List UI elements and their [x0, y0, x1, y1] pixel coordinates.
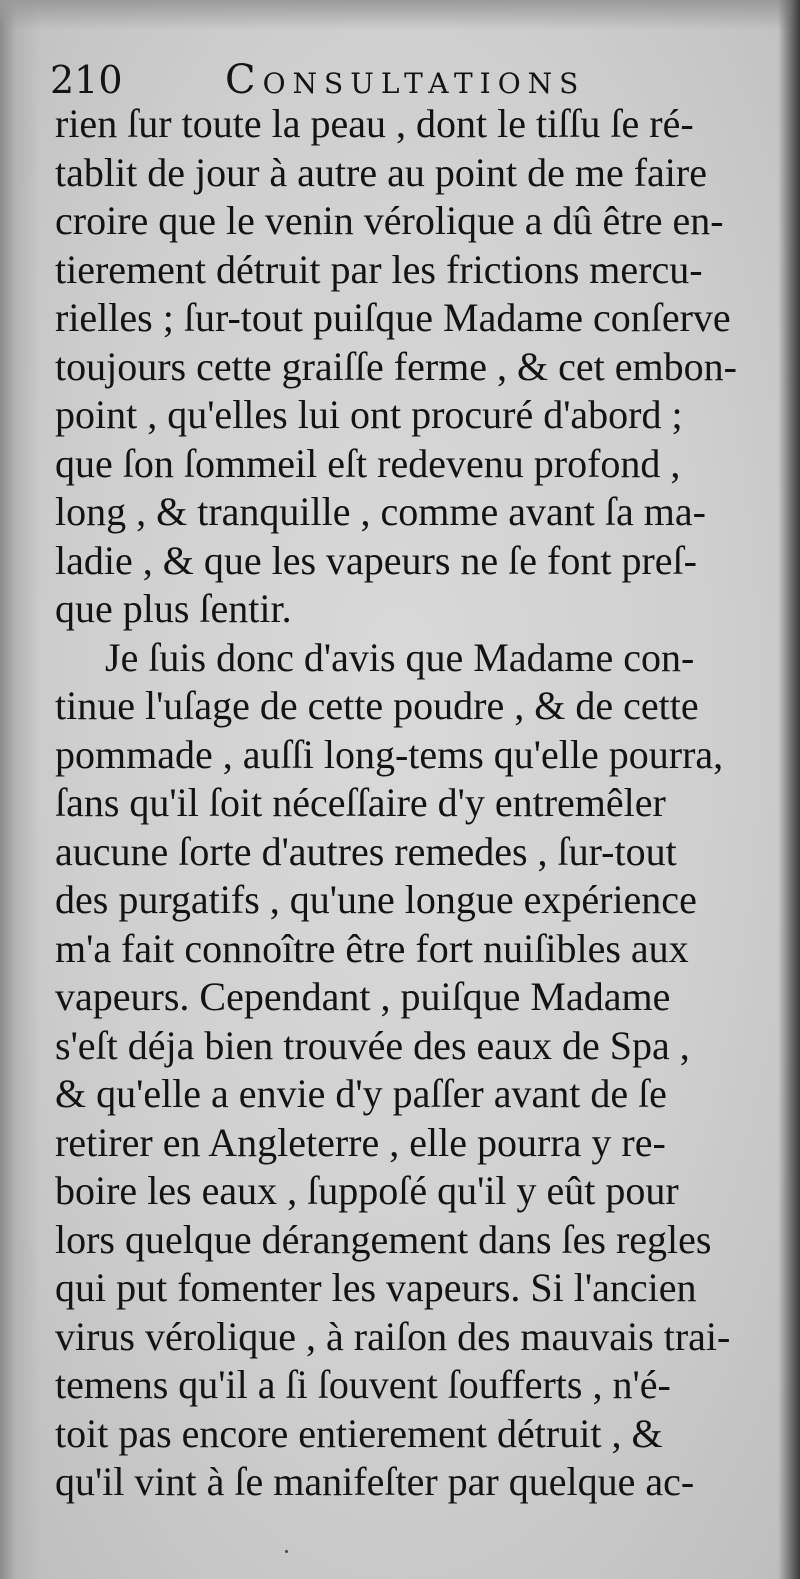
text-line: rien ſur toute la peau , dont le tiſſu ſe ré-	[55, 101, 694, 146]
text-line: s'eſt déja bien trouvée des eaux de Spa ,	[55, 1022, 690, 1068]
text-line: ſans qu'il ſoit néceſſaire d'y entremêler	[55, 780, 666, 825]
text-line: tablit de jour à autre au point de me faire	[55, 149, 707, 195]
text-line: tinue l'uſage de cette poudre , & de cette	[55, 683, 699, 728]
text-line: virus vérolique , à raiſon des mauvais trai-	[55, 1313, 731, 1359]
text-line: boire les eaux , ſuppoſé qu'il y eût pour	[55, 1168, 679, 1213]
text-line: lors quelque dérangement dans ſes regles	[55, 1216, 712, 1262]
text-line: que ſon ſommeil eſt redevenu profond ,	[55, 440, 681, 486]
text-line: qui put fomenter les vapeurs. Si l'ancien	[55, 1265, 697, 1310]
text-line: m'a fait connoître être fort nuiſibles aux	[55, 925, 689, 971]
text-line: aucune ſorte d'autres remedes , ſur-tout	[55, 828, 677, 874]
text-line: point , qu'elles lui ont procuré d'abord ;	[55, 392, 683, 437]
page-footer	[285, 1550, 295, 1560]
page-edge-shadow	[778, 0, 800, 1579]
text-line: tierement détruit par les frictions mercu-	[55, 246, 703, 292]
body-text	[55, 100, 775, 1507]
running-title: Consultations	[225, 57, 586, 103]
text-line: des purgatifs , qu'une longue expérience	[55, 877, 697, 922]
page-number: 210	[50, 58, 123, 102]
text-line: que plus ſentir.	[55, 586, 292, 631]
text-line: & qu'elle a envie d'y paſſer avant de ſe	[55, 1071, 667, 1116]
text-line: temens qu'il a ſi ſouvent ſoufferts , n'é-	[55, 1362, 671, 1407]
text-line: toujours cette graiſſe ferme , & cet embon-	[55, 343, 737, 389]
page-top-shadow	[0, 0, 800, 30]
text-line: toit pas encore entierement détruit , &	[55, 1410, 663, 1456]
text-line: ladie , & que les vapeurs ne ſe font preſ-	[55, 537, 697, 583]
text-line: qu'il vint à ſe manifeſter par quelque ac-	[55, 1459, 695, 1504]
text-line: vapeurs. Cependant , puiſque Madame	[55, 974, 671, 1019]
paragraph-first-line: Je ſuis donc d'avis que Madame con-	[105, 634, 695, 680]
text-line: retirer en Angleterre , elle pourra y re-	[55, 1119, 666, 1165]
ink-speck	[285, 1550, 288, 1553]
text-line: rielles ; ſur-tout puiſque Madame conſerve	[55, 295, 731, 340]
page-gutter-shadow	[0, 0, 40, 1579]
text-line: croire que le venin vérolique a dû être en-	[55, 198, 724, 243]
text-line: pommade , auſſi long-tems qu'elle pourra,	[55, 731, 724, 777]
text-line: long , & tranquille , comme avant ſa ma-	[55, 489, 706, 534]
